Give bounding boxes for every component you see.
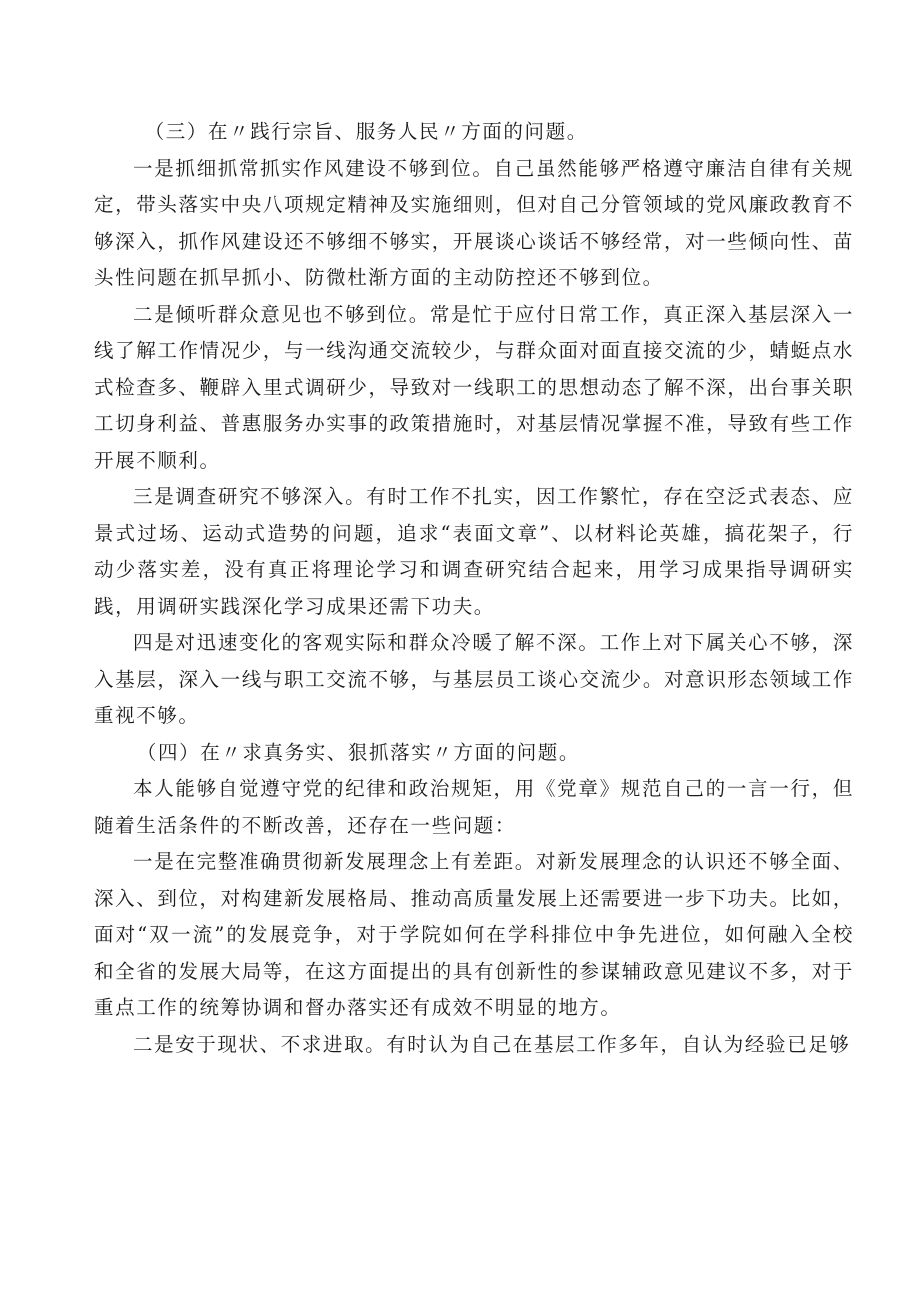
paragraph: 四是对迅速变化的客观实际和群众冷暖了解不深。工作上对下属关心不够，深入基层，深入一线与职工交流不够，与基层员工谈心交流少。对意识形态领域工作重视不够。 [94,631,854,727]
section-heading-3: （三）在〃践行宗旨、服务人民〃方面的问题。 [144,120,588,143]
document-body [94,114,854,1063]
paragraph: 三是调查研究不够深入。有时工作不扎实，因工作繁忙，存在空泛式表态、应景式过场、运动式造势的问题，追求“表面文章”、以材料论英雄，搞花架子，行动少落实差，没有真正将理论学习和调查研究结合起来，用学习成果指导调研实践，用调研实践深化学习成果还需下功夫。 [94,485,854,618]
paragraph: 二是倾听群众意见也不够到位。常是忙于应付日常工作，真正深入基层深入一线了解工作情况少，与一线沟通交流较少，与群众面对面直接交流的少，蜻蜓点水式检查多、鞭辟入里式调研少，导致对一线职工的思想动态了解不深，出台事关职工切身利益、普惠服务办实事的政策措施时，对基层情况掌握不准，导致有些工作开展不顺利。 [94,302,854,472]
paragraph: 二是安于现状、不求进取。有时认为自己在基层工作多年，自认为经验已足够 [133,1032,851,1056]
paragraph: 一是在完整准确贯彻新发展理念上有差距。对新发展理念的认识还不够全面、深入、到位，对构建新发展格局、推动高质量发展上还需要进一步下功夫。比如，面对“双一流”的发展竞争，对于学院如何在学科排位中争先进位，如何融入全校和全省的发展大局等，在这方面提出的具有创新性的参谋辅政意见建议不多，对于重点工作的统筹协调和督办落实还有成效不明显的地方。 [94,850,854,1019]
section-heading-4: （四）在〃求真务实、狠抓落实〃方面的问题。 [136,740,580,764]
paragraph: 一是抓细抓常抓实作风建设不够到位。自己虽然能够严格遵守廉洁自律有关规定，带头落实中央八项规定精神及实施细则，但对自己分管领域的党风廉政教育不够深入，抓作风建设还不够细不够实，开展谈心谈话不够经常，对一些倾向性、苗头性问题在抓早抓小、防微杜渐方面的主动防控还不够到位。 [94,156,854,289]
paragraph: 本人能够自觉遵守党的纪律和政治规矩，用《党章》规范自己的一言一行，但随着生活条件的不断改善，还存在一些问题： [94,777,854,837]
